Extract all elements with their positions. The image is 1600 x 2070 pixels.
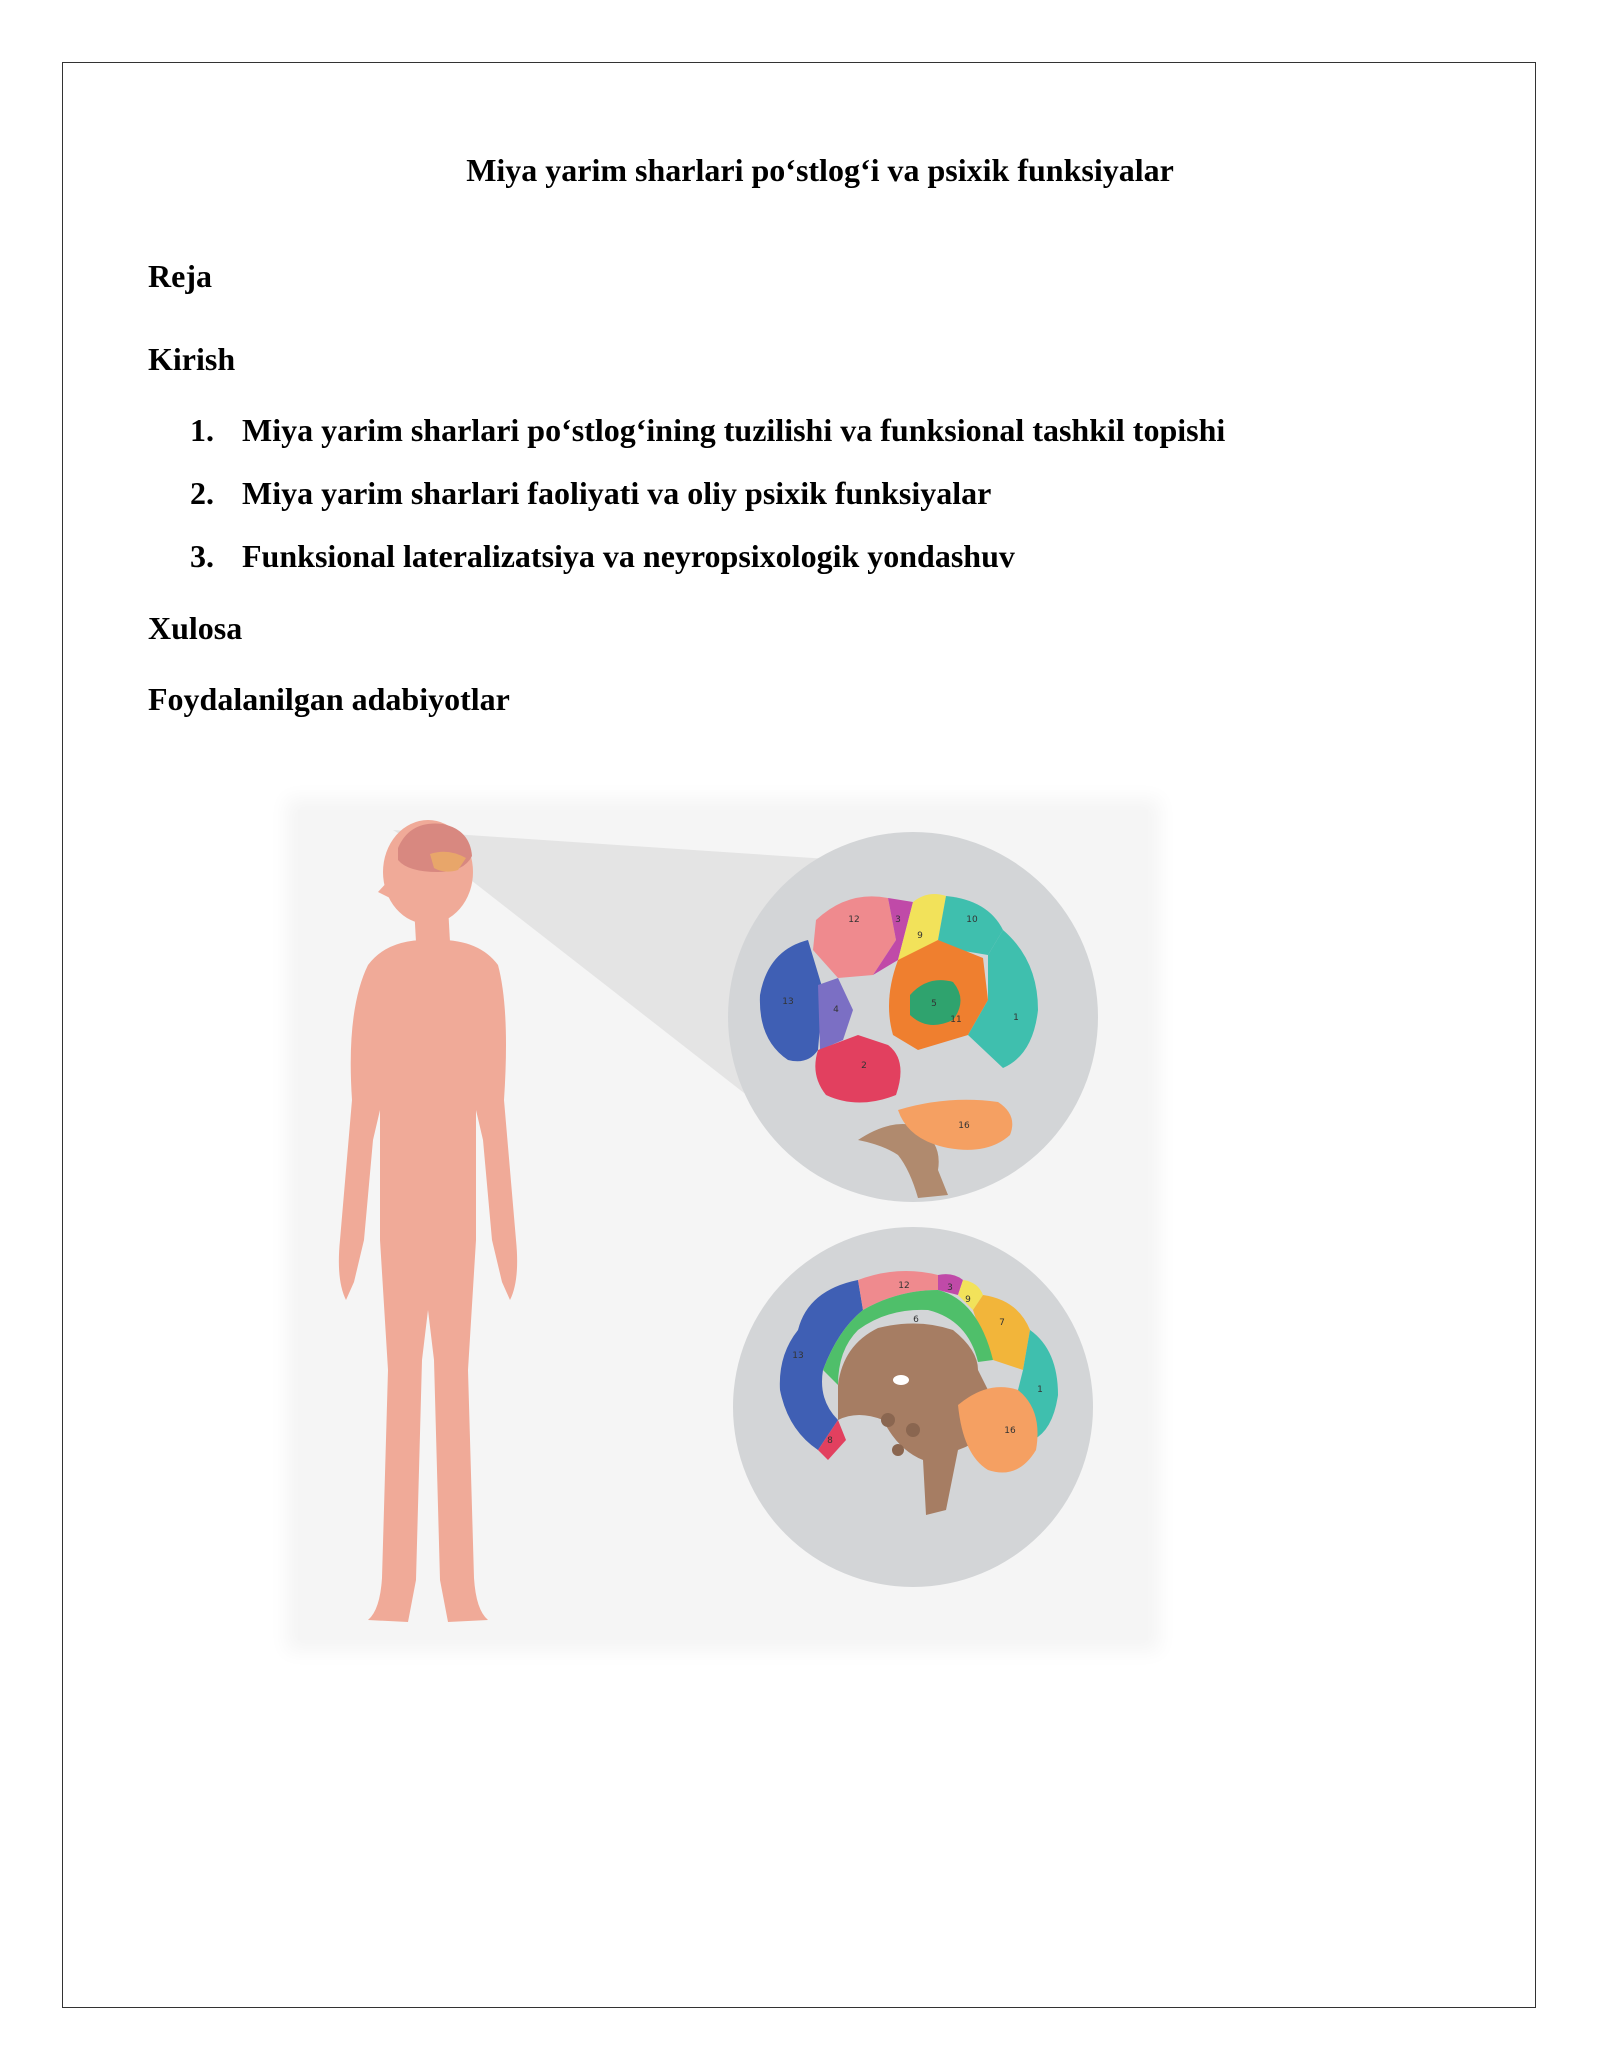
region-label: 13 — [782, 997, 794, 1007]
region-label: 11 — [950, 1015, 962, 1025]
region-label: 10 — [966, 915, 978, 925]
region-label: 12 — [848, 915, 860, 925]
region-label: 16 — [1004, 1426, 1016, 1436]
plan-item-text: Funksional lateralizatsiya va neyropsixologik yondashuv — [242, 538, 1015, 574]
region-label: 8 — [827, 1436, 833, 1446]
region-label: 16 — [958, 1121, 970, 1131]
plan-item-number: 2. — [190, 475, 214, 511]
plan-item-text: Miya yarim sharlari faoliyati va oliy psixik funksiyalar — [242, 475, 992, 511]
references-heading: Foydalanilgan adabiyotlar — [148, 681, 510, 717]
region-label: 5 — [931, 999, 937, 1009]
region-label: 7 — [999, 1318, 1005, 1328]
region-label: 12 — [898, 1281, 910, 1291]
plan-item-number: 3. — [190, 538, 214, 574]
region-label: 2 — [861, 1061, 867, 1071]
plan-item-text: Miya yarim sharlari po‘stlog‘ining tuzilishi va funksional tashkil topishi — [242, 412, 1226, 448]
intro-heading: Kirish — [148, 341, 236, 377]
plan-item — [190, 471, 1225, 534]
brain-illustration — [298, 810, 1148, 1640]
region-label: 3 — [947, 1283, 953, 1293]
region-label: 6 — [913, 1315, 919, 1325]
plan-item — [190, 408, 1225, 471]
region-label: 4 — [833, 1005, 839, 1015]
plan-item — [190, 534, 1225, 597]
region-label: 9 — [965, 1295, 971, 1305]
plan-list — [190, 408, 1225, 597]
lateral-brain-view — [728, 832, 1098, 1202]
plan-item-number: 1. — [190, 412, 214, 448]
region-label: 1 — [1037, 1385, 1043, 1395]
region-label: 13 — [792, 1351, 804, 1361]
plan-heading: Reja — [148, 258, 212, 294]
ventricle — [893, 1375, 909, 1385]
document-title: Miya yarim sharlari po‘stlog‘i va psixik funksiyalar — [466, 152, 1174, 188]
conclusion-heading: Xulosa — [148, 610, 243, 646]
brain-regions-figure — [298, 810, 1148, 1640]
medial-brain-view — [733, 1227, 1093, 1587]
region-label: 9 — [917, 931, 923, 941]
human-body — [339, 820, 517, 1622]
region-label: 1 — [1013, 1013, 1019, 1023]
region-label: 3 — [895, 915, 901, 925]
